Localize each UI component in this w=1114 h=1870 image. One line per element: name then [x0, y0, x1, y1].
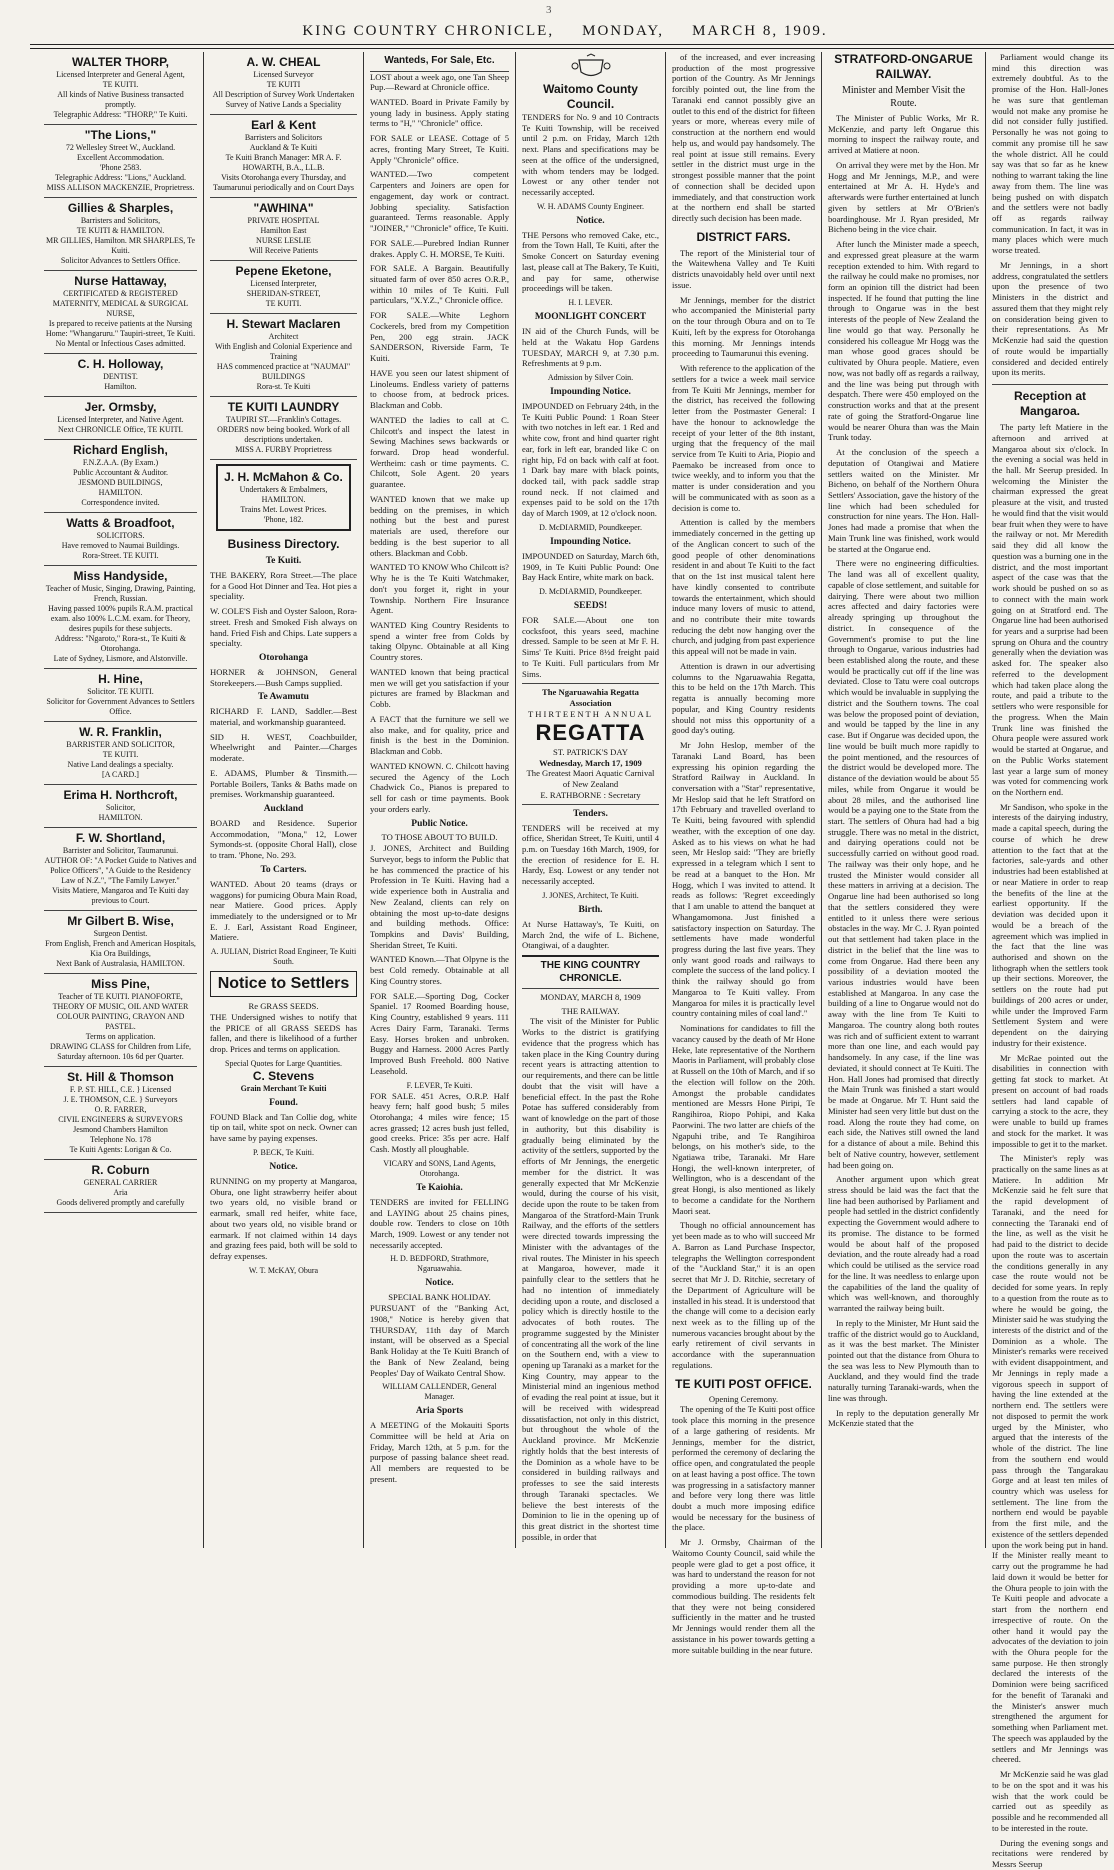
card-name: Gillies & Sharples, [67, 201, 174, 215]
card-line: TE KUITI. [102, 80, 139, 89]
column-2-cards [210, 52, 357, 460]
card-name: Mr Gilbert B. Wise, [67, 914, 174, 928]
card-line: Jesmond Chambers Hamilton [73, 1125, 168, 1134]
concert-head: MOONLIGHT CONCERT [534, 312, 647, 323]
impound1-text: IMPOUNDED on February 24th, in the Te Kuiti Public Pound: 1 Roan Steer with two notches in left ear. 1 Red and white cow, front and hind quarter right ear, fork in left ear, branded like C on right hip, Fd on back with calf at foot. 1 Dark bay mare with black points, docked tail, with pack saddle strap round neck. If not claimed and expenses paid to be sold on the 17th day of March 1909, at 12 o'clock noon. [522, 400, 659, 519]
card-line: No Mental or Infectious Cases admitted. [55, 339, 186, 348]
carters-text: WANTED. About 20 teams (drays or waggons) for pumicing Obura Main Road, near Matiere. Good prices. Apply immediately to the undersigned or to Mr E. J. Earl, Assistant Road Engineer, Matiere. [210, 878, 357, 943]
card-line: SOLICITORS. [96, 531, 145, 540]
classified-ad: HAVE you seen our latest shipment of Linoleums. Endless variety of patterns to choose from, at bedrock prices. Blackman and Cobb. [370, 367, 509, 411]
professional-card [44, 911, 197, 974]
card-name: Miss Handyside, [73, 569, 168, 583]
professional-card [44, 354, 197, 397]
news-paragraph: There were no engineering difficulties. The land was all of excellent quality, capable of close settlement, and suitable for dairying. There were about two million acres affected and dairy factories were already springing up throughout the district. In consequence of the Government's promise to put the line through to Ongarue, various industries had been established along the route, and these would be practically cut off if the line was deviated. Close to Tatu were coal outcrops which would be invaluable in supplying the district and the Southern towns. The coal was below the proposed point of deviation, and would be tapped by the line in any case. But if Ongarue was decided upon, the line would be built much more rapidly to the point mentioned, and the resources of the district would be developed more. The distance of the deviation would be about 55 miles, while from Ongarue it would be about 28 miles, and the authorised line would be a paying one to the State from the start. The settlers of Ohura had had a big struggle. There was no metal in the district, and dairying operations could not be successfully carried on without good road. The railway was their only hope, and he trusted the Minister would consider all these matters in arriving at a decision. The Ongarue line had been authorised so long that the settlers considered they were entitled to it unless there were serious obstacles in the way. Mr C. J. Ryan pointed out that settlement had taken place in the district in the belief that the line was to come from Ongarue. Had there been any possibility of a deviation mooted the various industries would have been established at Mangaroa. In any case the building of a line to Ongarue would not do away with the line from Te Kuiti to Mangaroa. The country along both routes was rich and of sufficient extent to warrant more than one line, and each would pay handsomely. In any case, if the line was deviated, it should connect at Te Kuiti. The Hon. Hall Jones had promised that directly the Main Trunk was finished a start would be made at Ongarue. Mr T. Hunt said the Minister had seen very little but dust on the road. Along the route they had come, on each side, the Natives still owned the land for a distance of about a mile. Behind this belt of Native country, however, settlement had been going on. [828, 558, 979, 1170]
railway-head: STRATFORD-ONGARUE RAILWAY. [834, 52, 973, 81]
card-line: Telephone No. 178 [90, 1135, 151, 1144]
mcmahon-line: Trains Met. Lowest Prices. [240, 505, 327, 514]
notice-to-settlers-title: Notice to Settlers [210, 971, 357, 997]
column-5-district-news [666, 52, 822, 1655]
card-line: Late of Sydney, Lismore, and Alstonville. [53, 654, 188, 663]
card-line: Have removed to Naumai Buildings. [61, 541, 180, 550]
card-line: HAMILTON. [98, 813, 143, 822]
professional-card [44, 566, 197, 669]
card-line: JESMOND BUILDINGS, [78, 478, 163, 487]
aria-text: A MEETING of the Mokauiti Sports Committee will be held at Aria on Friday, March 12th, at 5 p.m. for the purpose of passing balance sheet read. All members are requested to be present. [370, 1420, 509, 1484]
coat-of-arms-icon [571, 54, 611, 80]
card-line: MISS A. FURBY Proprietress [235, 445, 332, 454]
news-paragraph: During the evening songs and recitations were rendered by Messrs Seerup [992, 1837, 1108, 1869]
professional-card [44, 974, 197, 1067]
district-fars-list [672, 248, 815, 1371]
page-number: 3 [546, 4, 552, 16]
card-line: BARRISTER AND SOLICITOR, [66, 740, 175, 749]
card-line: Solicitor. TE KUITI. [87, 687, 154, 696]
news-paragraph: Mr John Heslop, member of the Taranaki Land Board, has been expressing his opinion regarding the Stratford Railway in Auckland. In conversation with a "Star" representative, Mr Heslop said that he left Stratford on 17th February and travelled overland to Te Kuiti, being favoured with splendid weather, with the exception of one day. Asked as to his views on what he had seen, Mr Heslop said: "They are briefly expressed in a telegram which I sent to be read at a banquet to the Hon. Mr Hogg, which I was invited to attend. It reads as follows: 'Regret exceedingly that I am unable to attend the banquet at Whangamomona. Just finished a satisfactory inspection on Saturday. The settlements have made wonderful progress during the last five years. They only want good roads and railways to complete the success of the land policy. I think the railway should go from Mangaroa to Te Kuiti valley. From Mangaroa for miles it is practically level country containing miles of coal land'." [672, 740, 815, 1019]
notice-text: RUNNING on my property at Mangaroa, Obura, one light strawberry heifer about two years old, no visible brand or earmark, small red heifer, white face, about two years old, no visible brand or earmark. If not claimed within 14 days and grazing fees paid, both will be sold to defray expenses. [210, 1175, 357, 1261]
regatta-nth: THIRTEENTH ANNUAL [528, 708, 653, 719]
card-line: Native Land dealings a specialty. [67, 760, 174, 769]
post-office-head: TE KUITI POST OFFICE. [675, 1376, 812, 1391]
council-name: Waitomo County Council. [543, 82, 638, 111]
masthead-rule-top [30, 44, 1114, 45]
classified-ad: FOR SALE or LEASE. Cottage of 5 acres, fronting Mary Street, Te Kuiti. Apply "Chronicle" office. [370, 133, 509, 165]
card-name: "AWHINA" [253, 201, 314, 215]
column-7-reception [986, 52, 1114, 1869]
mcmahon-line: 'Phone, 182. [263, 515, 304, 524]
regatta-title: REGATTA [535, 720, 646, 746]
card-line: Kia Ora Buildings, [90, 949, 151, 958]
regatta-date: Wednesday, March 17, 1909 [539, 757, 642, 768]
wanteds-title: Wanteds, For Sale, Etc. [370, 52, 509, 72]
card-line: O. R. FARRER, [94, 1105, 147, 1114]
card-line: TE KUITI. [102, 750, 139, 759]
professional-card [210, 52, 357, 115]
card-line: Te Kuiti Branch Manager: MR A. F. HOWARTH, B.A., LL.B. [225, 153, 342, 172]
bank-head: Notice. [425, 1278, 454, 1289]
card-line: Teacher of Music, Singing, Drawing, Painting, French, Russian. [45, 584, 196, 603]
birth-text: At Nurse Hattaway's, Te Kuiti, on March 2nd, the wife of L. Bichene, Otangiwai, of a daughter. [522, 918, 659, 951]
tenders2-head: Tenders. [573, 808, 608, 819]
reception-head: Reception at Mangaroa. [992, 384, 1108, 419]
vicary-sign: VICARY and SONS, Land Agents, Otorohanga. [383, 1158, 496, 1178]
card-line: Survey of Native Lands a Speciality [225, 100, 342, 109]
professional-card [210, 115, 357, 198]
card-name: Earl & Kent [251, 118, 316, 132]
card-line: Rora-Street. TE KUITI. [82, 551, 159, 560]
concert-text: IN aid of the Church Funds, will be held at the Wakatu Hop Gardens TUESDAY, MARCH 9, at 7.30 p.m. Refreshments at 9 p.m. [522, 326, 659, 369]
classified-ad: FOR SALE.—Purebred Indian Runner drakes. Apply C. H. MORSE, Te Kuiti. [370, 237, 509, 259]
card-name: Jer. Ormsby, [84, 400, 157, 414]
editorial-continued: of the increased, and ever increasing production of the most progressive portion of the Country. As Mr Jennings forcibly pointed out, the line from the Taranaki end cannot possibly give an outlet to this end of the district for fifteen years or more, whereas every mile of construction at the northern end would help us, and would pay handsomely. The real point at issue still remains. Every settler in the district must urge in the strongest possible manner that the point of connection shall be decided upon immediately, and that construction work at the northern end shall be started directly such decision has been made. [672, 52, 815, 224]
directory-item: THE BAKERY, Rora Street.—The place for a Good Hot Dinner and Tea. Hot pies a speciality. [210, 569, 357, 602]
notice-sign: W. T. McKAY, Obura [248, 1265, 319, 1275]
card-line: TE KUITI [266, 80, 301, 89]
regatta-secretary: E. RATHBORNE : Secretary [540, 789, 641, 800]
card-line: Licensed Interpreter, [250, 279, 317, 288]
columns [38, 52, 1114, 1869]
masthead-day: MONDAY, [582, 22, 665, 39]
card-line: Telegraphic Address: "THORP," Te Kuiti. [53, 110, 188, 119]
public-notice-head: Public Notice. [411, 818, 468, 829]
directory-section-head: Te Kuiti. [265, 556, 302, 566]
classified-ad: WANTED TO KNOW Who Chilcott is? Why he is the Te Kuiti Watchmaker, don't you forget it, right in your Township. Northern Fire Insurance Agent. [370, 562, 509, 616]
directory-item: HORNER & JOHNSON, General Storekeepers.—Bush Camps supplied. [210, 666, 357, 688]
card-line: Te Kuiti Agents: Lorigan & Co. [69, 1145, 172, 1154]
card-line: Telegraphic Address: "Lions," Auckland. [54, 173, 187, 182]
professional-card [44, 513, 197, 566]
card-line: Rora-st. Te Kuiti [256, 382, 311, 391]
news-paragraph: Mr McKenzie said he was glad to be on the spot and it was his wish that the work could be carried out as speedily as possible and he recommended all to be interested in the route. [992, 1769, 1108, 1833]
masthead-date: MARCH 8, 1909. [692, 22, 828, 39]
professional-card [44, 785, 197, 828]
column-1-professional-cards [38, 52, 204, 1548]
card-line: DENTIST. [103, 372, 138, 381]
settlers-sign: Special Quotes for Large Quantities. [225, 1058, 342, 1068]
card-line: Visits Otorohanga every Thursday, and Taumarunui periodically and on Court Days [213, 173, 354, 192]
regatta-blurb: The Greatest Maori Aquatic Carnival of New Zealand [526, 768, 655, 790]
mcmahon-line: Undertakers & Embalmers, [239, 485, 328, 494]
masthead [60, 20, 1070, 42]
column-4-notices-editorial [516, 52, 666, 1548]
kaiohia-head: Te Kaiohia. [416, 1182, 463, 1193]
news-paragraph: At the conclusion of the speech a deputation of Otangiwai and Matiere settlers waited on the Minister. Mr Bicheno, on behalf of the Northern Ohura Settlers' Association, gave the history of the line which had been scheduled for construction for nine years. The Hon. Hall-Jones had made a promise that when the Main Trunk line was finished, work would be started at the Ongarue end. [828, 447, 979, 554]
public-notice-text: J. JONES, Architect and Building Surveyor, begs to inform the Public that he has commenced the practice of his Profession in Te Kuiti. Having had a wide experience both in Australia and New Zealand, clients can rely on obtaining the most up-to-date designs and building methods. Office: Tompkins and Davis' Building, Sheridan Street, Te Kuiti. [370, 843, 509, 950]
professional-card [44, 722, 197, 785]
card-name: TE KUITI LAUNDRY [227, 400, 340, 414]
masthead-rule-bottom [30, 48, 1114, 49]
settlers-text: THE Undersigned wishes to notify that the PRICE of all GRASS SEEDS has fallen, and there is likelihood of a further drop. Prices and terms on application. [210, 1011, 357, 1055]
professional-card [210, 198, 357, 261]
classified-ad: WANTED.—Two competent Carpenters and Joiners are open for engagement, day work or contract. Jobbing speciality. Satisfaction guaranteed. Terms reasonable. Apply "JOINER," "Chronicle" office, Te Kuiti. [370, 169, 509, 234]
card-line: GENERAL CARRIER [83, 1178, 158, 1187]
news-paragraph: Mr Jennings, in a short address, congratulated the settlers upon the presence of two Ministers in the district and assured them that they might rely on consideration being given to their representations. As Mr McKenzie had said the question of route would be impartially considered and decided entirely upon its merits. [992, 259, 1108, 378]
found-sign: P. BECK, Te Kuiti. [252, 1147, 315, 1157]
card-name: WALTER THORP, [72, 55, 169, 69]
classified-ad: FOR SALE.—White Leghorn Cockerels, bred from my Competition Pen, 200 egg strain. JACK SANDERSON, Riverside Farm, Te Kuiti. [370, 310, 509, 364]
aria-head: Aria Sports [415, 1406, 464, 1417]
news-paragraph: Mr J. Ormsby, Chairman of the Waitomo County Council, said while the people were glad to get a post office, it was hard to understand the reason for not providing a more up-to-date and commodious building. The residents felt that they were not being considered sufficiently in the matter and he trusted Mr Jennings would render them all the assistance in his power towards getting a more suitable building in the near future. [672, 1537, 815, 1655]
card-name: Erima H. Northcroft, [63, 788, 178, 802]
directory-item: BOARD and Residence. Superior Accommodation, "Mona," 12, Lower Symonds-st. (opposite Choral Hall), close to tram. 'Phone, No. 293. [210, 817, 357, 861]
card-name: R. Coburn [91, 1163, 150, 1177]
card-line: ORDERS now being booked. Work of all descriptions undertaken. [217, 425, 350, 444]
professional-card [44, 440, 197, 513]
card-line: HAS commenced practice at "NAUMAI" BUILDINGS [216, 362, 351, 381]
lever-sign: F. LEVER, Te Kuiti. [406, 1080, 473, 1090]
mcmahon-advert [216, 464, 351, 531]
card-line: Surgeon Dentist. [93, 929, 148, 938]
card-line: Terms on application. [85, 1032, 156, 1041]
card-line: TE KUITI & HAMILTON. [76, 226, 165, 235]
mcmahon-name: J. H. McMahon & Co. [224, 470, 343, 484]
news-paragraph: In reply to the deputation generally Mr McKenzie stated that the [828, 1407, 979, 1429]
card-name: Watts & Broadfoot, [66, 516, 175, 530]
card-line: J. E. THOMSON, C.E. } Surveyors [63, 1095, 178, 1104]
editorial-date: MONDAY, MARCH 8, 1909 [540, 992, 641, 1003]
news-paragraph: The Minister's reply was practically on the same lines as at Matiere. In addition Mr McKenzie said he felt sure that the rapid development of Taranaki, and the need for connecting the Taranaki end of the line, as well as the visit he had paid to the district to decide upon the route was to ascertain the conditions generally in any case the route would not be decided for some years. In reply to a question from the route as to where he would be going, the Minister said he was studying the interests of the district and of the Dominion as a whole. The Minister's remarks were received with evident disappointment, and Mr Jennings in reply made a vigorous speech in support of having the line extended at the northern end. The settlers were not disposed to permit the work urged by the Minister, who argued that the interests of the whole of the district. The line from the southern end would pass through the Tangarakau Gorge and at least ten miles of country which was useless for settlement. The line from the northern end would be payable from the first mile, and the existence of the settlers depended upon the work being put in hand. If the Minister really meant to carry out the programme he had laid down it would be better for the Ohura people to join with the Te Kuiti people and advocate a start from the northern end irrespective of route. On the other hand it would pay the advocates of the deviation to join with the Ohura people for the same purpose. He then strongly declared the interests of the Dominion were being sacrificed for the benefit of Taranaki and the Minister's answer much strengthened the argument for something when Parliament met. The speech was applauded by the settlers and Mr Jennings was cheered. [992, 1153, 1108, 1765]
card-line: Next CHRONICLE Office, TE KUITI. [57, 425, 183, 434]
editorial-paragraph: The visit of the Minister for Public Works to the district is gratifying evidence that the progress which has taken place in the King Country during recent years is attracting attention to our requirements, and there can be little doubt that the visit will have a beneficial effect. In the past the Rohe Potae has suffered considerably from want of knowledge on the part of those in authority, but this disability is gradually being eliminated by the activity of the settlers, supported by the efforts of Mr Jennings, the energetic member for the district. It was generally expected that Mr McKenzie would, during the course of his visit, decide upon the route to be taken from Mangaroa of the Stratford-Main Trunk Railway, and the efforts of the settlers were directed towards impressing the Minister with the advantages of the rival routes. The Minister in his speech at Mangaroa, however, made it painfully clear to the settlers that he had no intention of immediately deciding upon a route, and disclosed a policy which is directly hostile to the advocates of both routes. The programme suggested by the Minister of concentrating all the work of the line on the Southern end, with a view to opening up Taranaki as a market for the King Country, may appear to the Ministerial mind an ingenious method of evading the real point at issue, but it will be received with widespread dissatisfaction, not only in this district, but throughout the whole of the Auckland province. Mr McKenzie rightly holds that the best interests of the Dominion as a whole have to be considered in building railways and professes to see the said interests through Taranaki spectacles. We believe the best interests of the Dominion to lie in the opening up of this great district in the shortest time possible, in order that [522, 1016, 659, 1542]
card-name: Pepene Eketone, [235, 264, 332, 278]
carters-head: To Carters. [260, 864, 307, 875]
card-line: HAMILTON. [98, 488, 143, 497]
bank-text: PURSUANT of the "Banking Act, 1908," Notice is hereby given that THURSDAY, 11th day of March instant, will be observed as a Special Bank Holiday at the Te Kuiti Branch of the Bank of New Zealand, being Peoples' Day of Waikato Central Show. [370, 1303, 509, 1378]
classified-ad: WANTED known that being practical men we will get you satisfaction if your pictures are framed by Blackman and Cobb. [370, 666, 509, 710]
railway-article [828, 113, 979, 1429]
olpyne-ad: WANTED Known.—That Olpyne is the best Cold remedy. Obtainable at all King Country stores. [370, 954, 509, 986]
card-name: Richard English, [73, 443, 168, 457]
card-line: Next Bank of Australasia, HAMILTON. [56, 959, 185, 968]
classified-ad: WANTED. Board in Private Family by young lady in business. Apply stating terms to "H," "Chronicle" office. [370, 96, 509, 129]
impound2-sign: D. McDIARMID, Poundkeeper. [539, 587, 642, 596]
seeds-head: SEEDS! [573, 601, 608, 611]
card-line: Aria [113, 1188, 128, 1197]
card-line: Licensed Surveyor [253, 70, 314, 79]
news-paragraph: Mr Sandison, who spoke in the interests of the dairying industry, made a capital speech, during the course of which he drew attention to the fact that at the factories, sale-yards and other industries had been established at or near Matiere in order to reap the benefits of the line at the earliest opportunity. If the deviation was decided upon it would be a breach of the agreement which was implied in the fact that the line was authorised and shown on the lithograph when the settlers took up their sections. Moreover, the settlers on the route had put buildings of 200 acres or under, while under the Improved Farm Settlement System and were dependent on the dairying industry for their existence. [992, 801, 1108, 1048]
professional-card [44, 198, 197, 271]
masthead-paper: KING COUNTRY CHRONICLE, [302, 22, 555, 39]
news-paragraph: Though no official announcement has yet been made as to who will succeed Mr A. Barron as Land Purchase Inspector, telegraphs the Wellington correspondent of the "Auckland Star," it is an open secret that Mr J. D. Ritchie, secretary of the Department of Agriculture will be installed in his stead. It is understood that the change will come to a decision early next week as to the filling up of the numerous vacancies brought about by the early retirement of civil servants in accordance with the superannuation regulations. [672, 1220, 815, 1370]
card-line: Goods delivered promptly and carefully [56, 1198, 185, 1207]
card-name: F. W. Shortland, [75, 831, 166, 845]
seeds-text: FOR SALE.—About one ton cocksfoot, this years seed, machine dressed. Sample to be seen at Mr F. H. Sims' Te Kuiti. Price 8½d freight paid to Te Kuiti. Full particulars from Mr Sims. [522, 614, 659, 679]
directory-title: Business Directory. [227, 537, 340, 551]
card-line: DRAWING CLASS for Children from Life, Saturday afternoon. 10s 6d per Quarter. [49, 1042, 192, 1061]
carters-sign: A. JULIAN, District Road Engineer, Te Kuiti South. [210, 947, 357, 967]
card-name: C. H. Holloway, [77, 357, 164, 371]
classified-ad: WANTED the ladies to call at C. Chilcott's and inspect the latest in Sewing Machines sews backwards or forward. Drop head wonderful. Wertheim: cash or time payments. C. Chilcott, Sole Agent. 20 years guarantee. [370, 414, 509, 490]
public-notice-sub: TO THOSE ABOUT TO BUILD. [381, 832, 498, 843]
column-6-railway [822, 52, 986, 1548]
card-line: 72 Wellesley Street W., Auckland. [65, 143, 176, 152]
news-paragraph: Attention is called by the members immediately concerned in the getting up of the Anglican concert to such of the good people of other denominations resident in and about Te Kuiti to the fact that on the 1st inst musical talent here have kindly consented to contribute towards the entertainment, which should induce many lovers of music to attend, and no contribute their mite towards reducing the debt now hanging over the church, and judging from past experience this appeal will not be made in vain. [672, 517, 815, 657]
card-line: From English, French and American Hospitals, [45, 939, 196, 948]
news-paragraph: On arrival they were met by the Hon. Mr Hogg and Mr Jennings, M.P., and were entertained at Mr A. H. Hyde's and afterwards were further entertained at lunch given by settlers at Mr O'Brien's boardinghouse. Mr J. Ryan presided, Mr Bicheno being in the vice chair. [828, 159, 979, 235]
news-paragraph: Nominations for candidates to fill the vacancy caused by the death of Mr Hone Heke, late representative of the Northern Maoris in Parliament, will probably close at Russell on the 10th of March, and if so the election will follow on the 20th. Amongst the probable candidates mentioned are Messrs Hone Piripi, Te Rangihiroa, Riopo Pohipi, and Kaka Paorwini. The two latter are chiefs of the Ngapuhi tribe, and Te Rangihiroa belongs, on his mother's side, to the Ngatiawa tribe, Taranaki. Mr Hare Hongi, the well-known interpreter, of Wellington, who is a descendant of the great Hongi, is also mentioned as likely to become a candidate for the Northern Maori seat. [672, 1023, 815, 1216]
card-line: Barrister and Solicitor, Taumarunui. [62, 846, 179, 855]
card-line: Auckland & Te Kuiti [249, 143, 318, 152]
directory-item: E. ADAMS, Plumber & Tinsmith.—Portable Boilers, Tanks & Baths made on premises. Workmanship guaranteed. [210, 767, 357, 800]
card-line: NURSE LESLIE [256, 236, 311, 245]
professional-card [210, 261, 357, 314]
adams-sign: W. H. ADAMS County Engineer. [536, 201, 645, 211]
railway-continued [992, 52, 1108, 378]
card-line: Correspondence invited. [81, 498, 160, 507]
railway-sub: Minister and Member Visit the Route. [841, 85, 966, 109]
professional-card [44, 669, 197, 722]
editorial-paper-title: THE KING COUNTRY CHRONICLE. [522, 955, 659, 989]
news-paragraph: Mr McRae pointed out the disabilities in connection with getting fat stock to market. At present on account of bad roads settlers had land capable of carrying a stock to the acre, they were unable to build up frames and stock for the market. It was impossible to get it to the market. [992, 1052, 1108, 1149]
card-line: SHERIDAN-STREET, [246, 289, 321, 298]
professional-card [44, 1067, 197, 1160]
birth-head: Birth. [578, 904, 603, 915]
impound2-text: IMPOUNDED on Saturday, March 6th, 1909, in Te Kuiti Public Pound: One Bay Hack Entire, white mark on back. [522, 550, 659, 583]
card-line: All kinds of Native Business transacted promptly. [57, 90, 184, 109]
classified-ad: A FACT that the furniture we sell we also make, and for quality, price and finish is the best in the Dominion. Blackman and Cobb. [370, 713, 509, 757]
news-paragraph: Another argument upon which great stress should be laid was the fact that the line had been authorised by Parliament and people had settled in the district confidently expecting the Government would adhere to its promise. The distance to be formed would be about half of the proposed deviation, and the route already had a road which could be utilised as the service road for the line. It was needless to enlarge upon the capabilities of the land the quality of which was well-known, and thoroughly warranted the railway being built. [828, 1174, 979, 1314]
card-line: Architect [268, 332, 299, 341]
directory-item: RICHARD F. LAND, Saddler.—Best material, and workmanship guaranteed. [210, 706, 357, 727]
professional-card [210, 314, 357, 397]
card-line: 'Phone 2583. [99, 163, 142, 172]
settlers-sub: Re GRASS SEEDS. [248, 1001, 319, 1012]
directory-item: W. COLE'S Fish and Oyster Saloon, Rora-street. Fresh and Smoked Fish always on hand. Fried Fish and Chips. Late suppers a specialty. [210, 606, 357, 649]
classified-ad: WANTED KNOWN. C. Chilcott having secured the Agency of the Loch Chadwick Co., Pianos is prepared to sell for cash or time payments. Book your orders early. [370, 760, 509, 814]
card-line: CIVIL ENGINEERS & SURVEYORS [58, 1115, 183, 1124]
regatta-assoc: The Ngaruawahia Regatta Association [542, 687, 639, 709]
card-name: "The Lions," [84, 128, 157, 142]
reception-article [992, 422, 1108, 1870]
business-directory [210, 556, 357, 861]
professional-card [44, 828, 197, 911]
card-line: Public Accountant & Auditor. [72, 468, 169, 477]
card-line: Solicitor Advances to Settlers Office. [60, 256, 181, 265]
classified-ad: WANTED known that we make up bedding on the premises, in which nothing but the best and purest materials are used, therefore our bedding is the best superior to all others. Blackman and Cobb. [370, 493, 509, 558]
card-name: Miss Pine, [91, 977, 150, 991]
directory-section-head: Otorohanga [259, 653, 308, 664]
card-name: A. W. CHEAL [246, 55, 321, 69]
card-line: Address: "Ngaroto," Rora-st., Te Kuiti & Otorohanga. [54, 634, 187, 653]
card-line: Visits Matiere, Mangaroa and Te Kuiti day previous to Court. [52, 886, 189, 905]
classified-ad: WANTED King Country Residents to spend a winter free from Colds by taking Olpync. Obtainable at all King Country stores. [370, 620, 509, 663]
professional-card [44, 271, 197, 354]
news-paragraph: The Minister of Public Works, Mr R. McKenzie, and party left Ongarue this morning to inspect the railway route, and arrived at Matiere at noon. [828, 113, 979, 156]
council-tenders: TENDERS for No. 9 and 10 Contracts Te Kuiti Township, will be received until 2 p.m. on Friday, March 12th next. Plans and specifications may be seen at the office of the undersigned, with whom tenders may be lodged. Lowest or any other tender not necessarily accepted. [522, 112, 659, 198]
news-paragraph: Mr Jennings, member for the district who accompanied the Ministerial party on the tour through Obura and on to Te Kuiti, left by the express for Otorohanga this morning. Mr Jennings intends proceeding to Taumarunui this evening. [672, 294, 815, 359]
news-paragraph: After lunch the Minister made a speech, and expressed great pleasure at the warm reception extended to him. With regard to the railway he could make no promises, nor form an opinion till the district had been inspected. If he found that putting the line through to Ongarue was in the best interests of the people of New Zealand the line would go that way. Personally he considered his colleague Mr Hogg was the man whose good graces should be cultivated by Ohura people. Matiere, even now, was not badly off as regards a railway, and the line was being put through with despatch. There were 450 employed on the construction works and that at the present rate of going the Stratford-Ongarue line would be nearer Ohura than was the Main Trunk today. [828, 239, 979, 443]
card-name: H. Stewart Maclaren [226, 317, 341, 331]
professional-card [44, 125, 197, 198]
card-line: MR GILLIES, Hamilton. MR SHARPLES, Te Kuiti. [45, 236, 196, 255]
card-name: Nurse Hattaway, [74, 274, 167, 288]
card-line: Teacher of TE KUITI. PIANOFORTE, THEORY OF MUSIC, OIL AND WATER COLOUR PAINTING, CRAYON AND PASTEL. [52, 992, 189, 1031]
news-paragraph: Attention is drawn in our advertising columns to the Ngaruawahia Regatta, this to be held on the 17th March. This regatta is annually becoming more popular, and King Country residents should not miss this opportunity of a good day's outing. [672, 660, 815, 736]
news-paragraph: The opening of the Te Kuiti post office took place this morning in the presence of a large gathering of residents. Mr Jennings, member for the district, performed the ceremony of declaring the office open, and congratulated the people on at least having a post office. The town was progressing in a satisfactory manner and before very long there was little doubt a much more imposing edifice would be necessary for the business of the place. [672, 1404, 815, 1533]
impound1-sign: D. McDIARMID, Poundkeeper. [539, 522, 642, 532]
card-line: [A CARD.] [102, 770, 139, 779]
card-line: Solicitor, [105, 803, 136, 812]
card-line: Solicitor for Government Advances to Settlers Office. [46, 697, 195, 716]
impound1-head: Impounding Notice. [550, 386, 631, 397]
found-text: FOUND Black and Tan Collie dog, white tip on tail, white spot on neck. Owner can have same by paying expenses. [210, 1111, 357, 1144]
impound2-head: Impounding Notice. [550, 536, 631, 547]
kaiohia-text: TENDERS are invited for FELLING and LAYING about 25 chains pines, double row. Tenders to close on 10th March, 1909. Lowest or any tender not necessarily accepted. [370, 1196, 509, 1250]
tenders2-text: TENDERS will be received at my office, Sheridan Street, Te Kuiti, until 4 p.m. on Tuesday 16th March, 1909, for the erection of residence for E. H. Hardy, Esq. Lowest or any tender not necessarily accepted. [522, 822, 659, 887]
card-line: TE KUITI. [265, 299, 302, 308]
professional-card [44, 52, 197, 125]
news-paragraph: The report of the Ministerial tour of the Waitewhena Valley and Te Kuiti districts unavoidably held over until next issue. [672, 247, 815, 290]
sporting-ad: FOR SALE.—Sporting Dog, Cocker Spaniel. 17 Roomed Boarding house, King Country, established 9 years. 111 Acres Dairy Farm, Taranaki. Terms Easy. Horses broken and unbroken. Buggy and Harness. 2000 Acres Partly Improved Bush Freehold. 800 Native Leasehold. [370, 990, 509, 1076]
card-line: MISS ALLISON MACKENZIE, Proprietress. [46, 183, 195, 192]
wanteds-list [370, 72, 509, 815]
card-line: All Description of Survey Work Undertaken [212, 90, 355, 99]
bank-sub: SPECIAL BANK HOLIDAY. [388, 1292, 491, 1303]
column-2-cards-directory [204, 52, 364, 1548]
column-3-wanteds [364, 52, 516, 1548]
card-line: Hamilton. [104, 382, 137, 391]
post-office-article [672, 1404, 815, 1655]
found-head: Found. [269, 1097, 298, 1108]
card-line: Excellent Accommodation. [76, 153, 165, 162]
directory-section-head: Auckland [263, 804, 304, 815]
news-paragraph: In reply to the Minister, Mr Hunt said the traffic of the district would go to Auckland, as it was the best market. The Minister pointed out that the distance from Ohura to the sea was less to New Plymouth than to Auckland, and they would find the trade naturally turning Taranaki-wards, when the line was through. [828, 1317, 979, 1403]
card-line: PRIVATE HOSPITAL [247, 216, 320, 225]
card-line: F.N.Z.A.A. (By Exam.) [82, 458, 159, 467]
card-name: St. Hill & Thomson [67, 1070, 174, 1084]
stevens-name: C. Stevens [252, 1068, 315, 1083]
card-line: Hamilton East [260, 226, 307, 235]
classified-ad: LOST about a week ago, one Tan Sheep Pup.—Reward at Chronicle office. [370, 71, 509, 93]
regatta-advert [522, 683, 659, 804]
notice-cake-text: THE Persons who removed Cake, etc., from the Town Hall, Te Kuiti, after the Smoke Concert on Saturday evening last, please call at The Bakery, Te Kuiti, and pay for same, otherwise proceedings will be taken. [522, 229, 659, 294]
card-line: Is prepared to receive patients at the Nursing Home: "Whangaruru." Taupiri-street, Te Kuiti. [45, 319, 196, 338]
tenders2-sign: J. JONES, Architect, Te Kuiti. [542, 890, 639, 900]
card-line: With English and Colonial Experience and Training [215, 342, 352, 361]
news-paragraph: Parliament would change its mind this direction was extremely doubtful. As to the promise of the Hon. Hall-Jones he was sure that gentleman would not make any promise he did not consider fully justified. Personally he was not going to commit any promise till he saw the whole district. All he could say was that so far as he knew nothing to warrant taking the line away from them. The line was being pushed on with dispatch and the settlers were not badly off as regards railway communication. In fact, it was in many places which were much worse treated. [992, 52, 1108, 256]
directory-item: SID H. WEST, Coachbuilder, Wheelwright and Painter.—Charges moderate. [210, 731, 357, 764]
news-paragraph: The party left Matiere in the afternoon and arrived at Mangaroa about six o'clock. In the evening a social was held in the hall. Mr Seerup presided. In welcoming the Minister the chairman expressed the great pleasure at the visit, and trusted he would find that the visit would bear fruit when they were to have the railway or not. Mr Meredith said they did all know the question was a burning one in the district, and the most important aspect of the case was that the work should be pushed on so as to connect with the main work going on at Stratford end. The Ongarue line had been authorised for years and a surprise had been sprung on Ohura and the country generally when the deviation was asked for. The speaker also referred to the development which had taken place along the route, and paid a tribute to the settlers who were responsible for the progress. When the Main Trunk line was finished the Ohura people were assured work would be started at Ongarue, and on the Public Works statement last year a large sum of money was voted for commencing work on the Northern end. [992, 422, 1109, 797]
kaiohia-sign: H. D. BEDFORD, Strathmore, Ngaruawahia. [390, 1254, 489, 1274]
news-paragraph: With reference to the application of the settlers for a twice a week mail service from Te Kuiti Mr Jennings, member for the district, has received the following letter from the Postmaster General: I have the honour to acknowledge the receipt of your letter of the 8th instant, urging that the frequency of the mail service from Te Kuiti to Aria, Piopio and Paemako be increased from once to twice weekly, and to inform you that the matter is under consideration and you will be communicated with as soon as a decision is come to. [672, 363, 815, 513]
card-line: Licensed Interpreter and General Agent, [56, 70, 185, 79]
professional-card [210, 397, 357, 460]
notice-cake-head: Notice. [576, 215, 605, 226]
card-line: Barristers and Solicitors [244, 133, 323, 142]
professional-card [44, 1160, 197, 1213]
classified-ad: FOR SALE. A Bargain. Beautifully situated farm of over 850 acres O.R.P., within 10 miles of Te Kuiti. Full particulars, "X.Y.Z.," Chronicle office. [370, 263, 509, 306]
notice-cake-sign: H. I. LEVER. [568, 298, 613, 308]
card-line: Licensed Interpreter, and Native Agent. [57, 415, 184, 424]
card-name: W. R. Franklin, [79, 725, 162, 739]
mcmahon-line: HAMILTON. [261, 495, 306, 504]
stevens-role: Grain Merchant Te Kuiti [240, 1083, 327, 1093]
card-line: F. P. ST. HILL, C.E. } Licensed [69, 1085, 172, 1094]
farm-ad: FOR SALE. 451 Acres, O.R.P. Half heavy fern; half good bush; 5 miles Otorohanga; 4 miles wire fence; 15 acres grassed; 12 acres bush just felled, good creeks. Price: 35s per acre. Half Cash. Mostly all ploughable. [370, 1090, 509, 1155]
editorial-head: THE RAILWAY. [561, 1005, 620, 1016]
card-line: Will Receive Patients [249, 246, 318, 255]
notice-head: Notice. [269, 1161, 298, 1172]
regatta-day: ST. PATRICK'S DAY [552, 746, 629, 757]
card-line: Barristers and Solicitors, [80, 216, 161, 225]
card-line: TAUPIRI ST.—Franklin's Cottages. [225, 415, 342, 424]
card-line: CERTIFICATED & REGISTERED MATERNITY, MEDICAL & SURGICAL NURSE, [52, 289, 189, 318]
directory-section-head: Te Awamutu [258, 692, 309, 703]
district-fars-head: DISTRICT FARS. [696, 229, 791, 244]
card-line: AUTHOR OF: "A Pocket Guide to Natives and Police Officers", "A Guide to the Residency Law of N.Z.", "The Family Lawyer." [44, 856, 197, 885]
professional-card [44, 397, 197, 440]
post-office-sub: Opening Ceremony. [708, 1393, 779, 1404]
card-line: Having passed 100% pupils R.A.M. practical exam. also 100% L.C.M. exam. for Theory, desires pupils for these subjects. [48, 604, 193, 633]
concert-sign: Admission by Silver Coin. [547, 372, 634, 382]
card-name: H. Hine, [98, 672, 143, 686]
bank-sign: WILLIAM CALLENDER, General Manager. [382, 1382, 497, 1402]
